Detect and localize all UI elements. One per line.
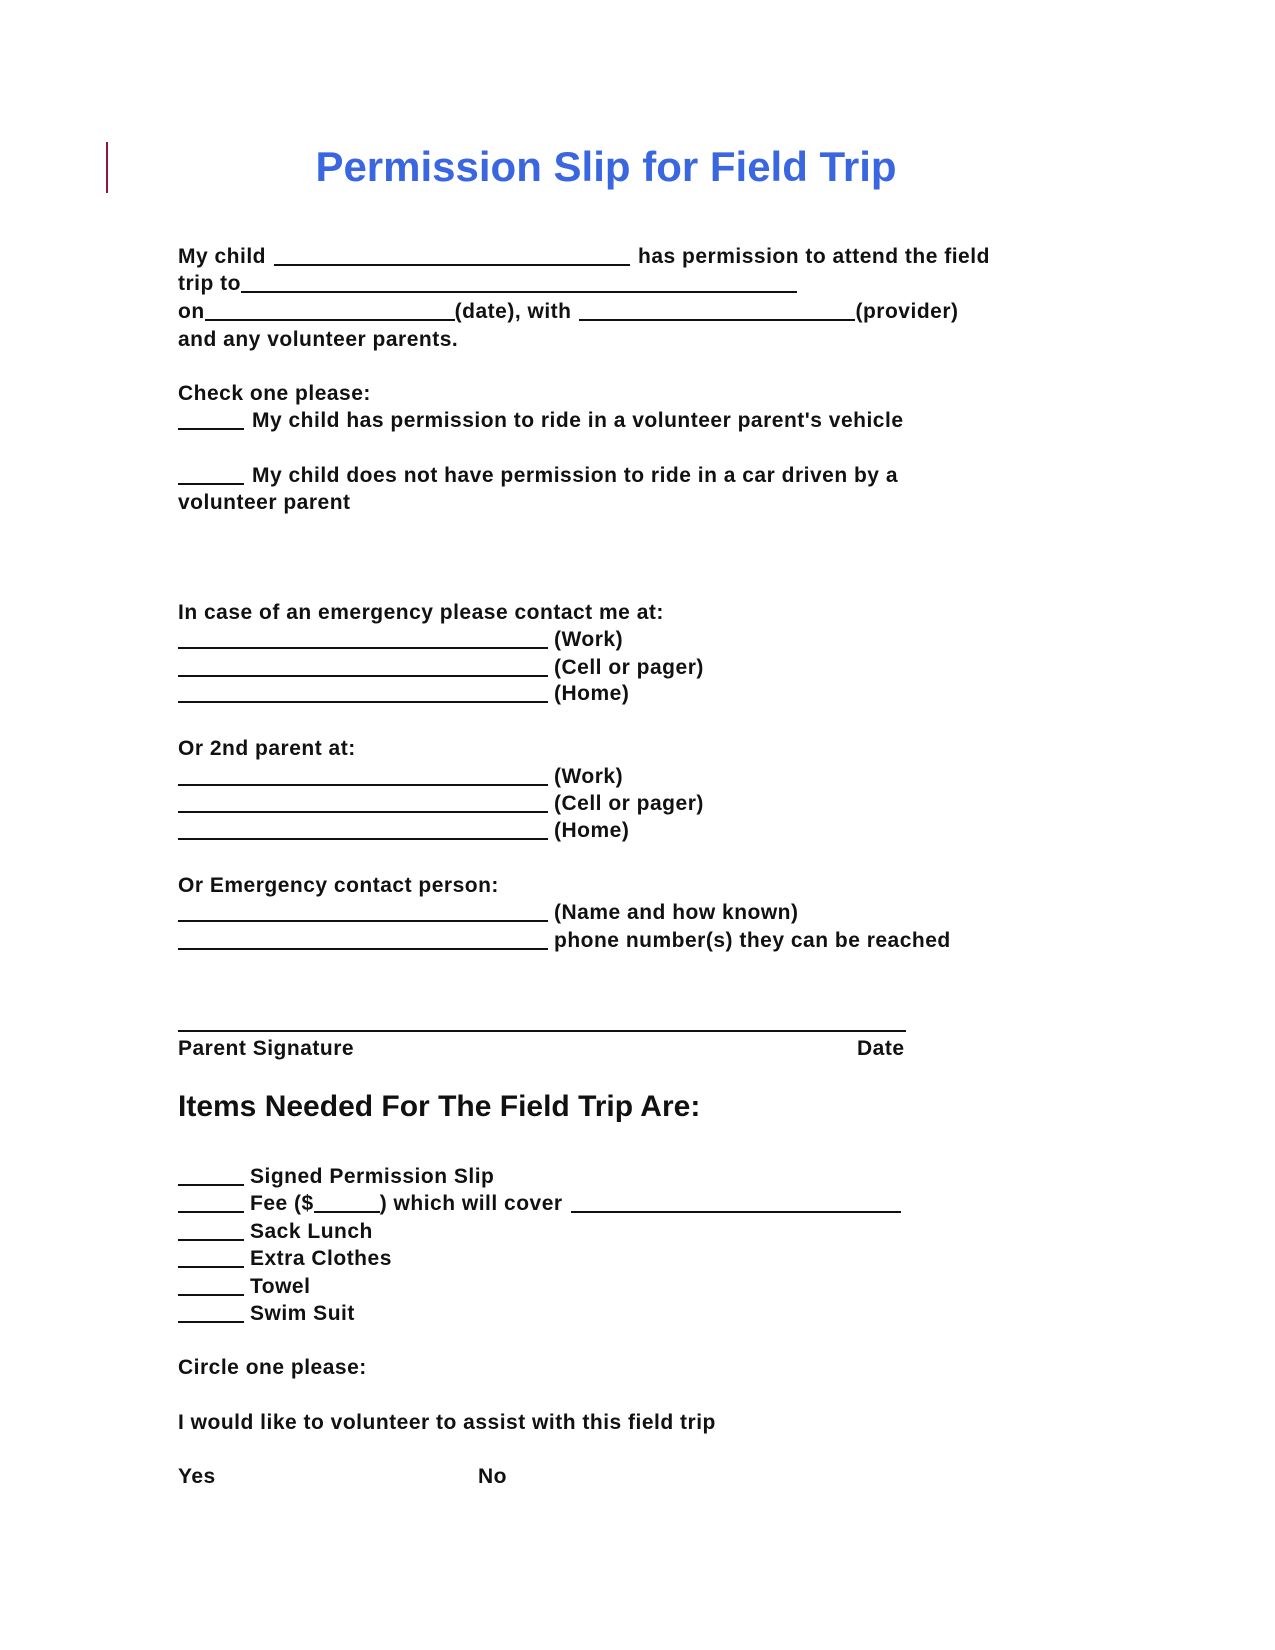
item-row [178, 1163, 494, 1189]
phone-blank[interactable] [178, 627, 548, 649]
item-row [178, 1245, 392, 1271]
item-row [178, 1300, 355, 1326]
text: My child does not have permission to ride in a car driven by a [252, 464, 898, 487]
fee-amount-blank[interactable] [314, 1191, 380, 1213]
check-blank[interactable] [178, 1301, 244, 1323]
check-option-2 [178, 462, 898, 488]
name-blank[interactable] [178, 900, 548, 922]
date-label: Date [857, 1037, 905, 1060]
parent2-heading: Or 2nd parent at: [178, 737, 356, 760]
item-row [178, 1218, 373, 1244]
text: (Name and how known) [554, 901, 799, 924]
circle-heading: Circle one please: [178, 1356, 367, 1379]
text: phone number(s) they can be reached [554, 929, 951, 952]
text: Extra Clothes [250, 1247, 392, 1270]
phone-blank[interactable] [178, 681, 548, 703]
text: (date), with [454, 300, 572, 323]
check-option-1 [178, 407, 904, 433]
check-blank[interactable] [178, 463, 244, 485]
intro-line-1 [178, 243, 990, 269]
phone-blank[interactable] [178, 655, 548, 677]
yes-option[interactable]: Yes [178, 1465, 216, 1488]
destination-blank[interactable] [241, 271, 797, 293]
check-blank[interactable] [178, 1219, 244, 1241]
parent2-home [178, 817, 629, 843]
parent1-work [178, 626, 623, 652]
text: (Work) [554, 765, 624, 788]
text: (Home) [554, 682, 630, 705]
text: My child has permission to ride in a volunteer parent's vehicle [252, 409, 904, 432]
parent2-work [178, 763, 623, 789]
text: Swim Suit [250, 1302, 355, 1325]
signature-label: Parent Signature [178, 1037, 355, 1060]
provider-blank[interactable] [579, 299, 855, 321]
check-heading: Check one please: [178, 382, 371, 405]
text: (Home) [554, 819, 630, 842]
page-title: Permission Slip for Field Trip [315, 143, 897, 190]
text: Fee ($ [250, 1192, 314, 1215]
parent1-cell [178, 654, 704, 680]
check-blank[interactable] [178, 1246, 244, 1268]
no-option[interactable]: No [478, 1465, 507, 1488]
parent1-home [178, 680, 629, 706]
check-option-2-cont: volunteer parent [178, 491, 351, 514]
parent2-cell [178, 790, 704, 816]
intro-line-3 [178, 298, 959, 324]
item-row-fee [178, 1190, 901, 1216]
contact-phone [178, 927, 951, 953]
text: My child [178, 245, 267, 268]
volunteer-question: I would like to volunteer to assist with this field trip [178, 1411, 716, 1434]
text: Towel [250, 1275, 311, 1298]
phone-blank[interactable] [178, 818, 548, 840]
text: Signed Permission Slip [250, 1165, 495, 1188]
text: trip to [178, 272, 241, 295]
contact-name [178, 899, 799, 925]
phone-blank[interactable] [178, 791, 548, 813]
text: (Cell or pager) [554, 656, 704, 679]
text: (Work) [554, 628, 624, 651]
text: Sack Lunch [250, 1220, 373, 1243]
check-blank[interactable] [178, 1164, 244, 1186]
phone-blank[interactable] [178, 764, 548, 786]
check-blank[interactable] [178, 1274, 244, 1296]
check-blank[interactable] [178, 408, 244, 430]
intro-line-4: and any volunteer parents. [178, 328, 459, 351]
text: (Cell or pager) [554, 792, 704, 815]
child-name-blank[interactable] [274, 244, 630, 266]
item-row [178, 1273, 310, 1299]
text: (provider) [855, 300, 959, 323]
fee-cover-blank[interactable] [571, 1191, 901, 1213]
text: ) which will cover [379, 1192, 563, 1215]
text: on [178, 300, 205, 323]
items-heading: Items Needed For The Field Trip Are: [178, 1090, 701, 1123]
contact-heading: Or Emergency contact person: [178, 874, 499, 897]
date-blank[interactable] [205, 299, 455, 321]
signature-line[interactable] [178, 1030, 906, 1032]
text: has permission to attend the field [638, 245, 990, 268]
emergency-heading: In case of an emergency please contact me at: [178, 601, 664, 624]
check-blank[interactable] [178, 1191, 244, 1213]
phone-blank[interactable] [178, 928, 548, 950]
intro-line-2 [178, 270, 797, 296]
